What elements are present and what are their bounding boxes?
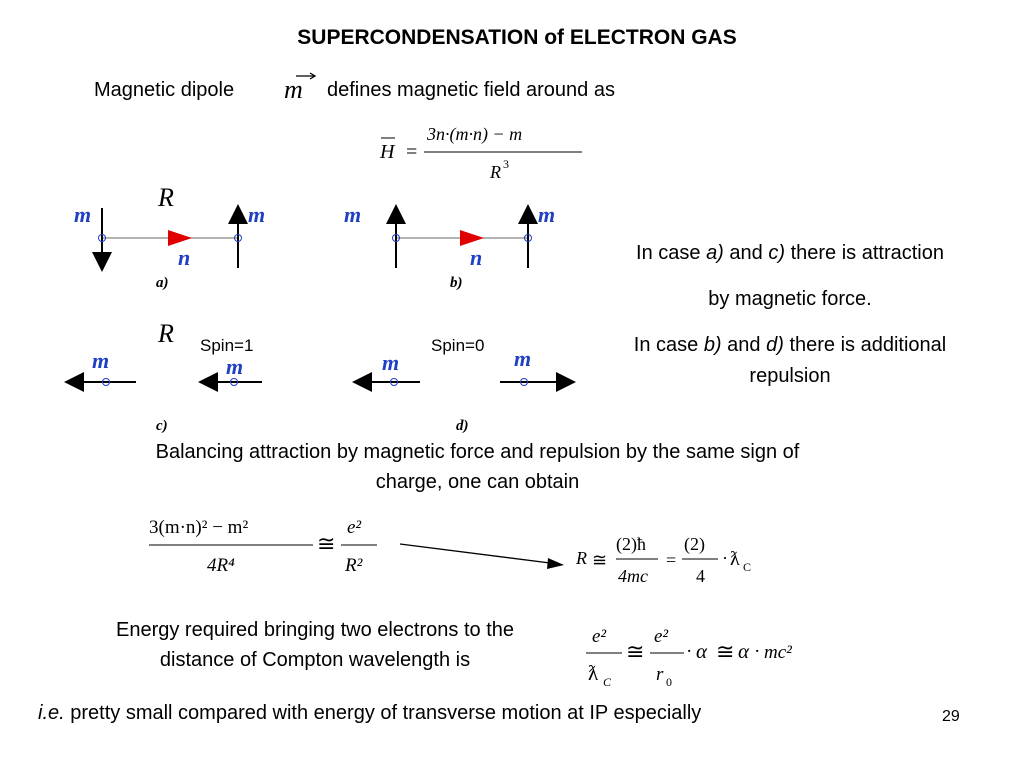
svg-text:4: 4	[696, 566, 705, 586]
case-d	[356, 346, 572, 434]
balancing-text: Balancing attraction by magnetic force and repulsion by the same sign of charge, one can obtain	[155, 441, 800, 493]
footer-text: i.e. pretty small compared with energy of transverse motion at IP especially	[38, 702, 702, 724]
page-number: 29	[942, 708, 960, 725]
svg-text:=: =	[666, 550, 677, 570]
slide-title: SUPERCONDENSATION of ELECTRON GAS	[297, 26, 737, 49]
n-label: n	[470, 245, 483, 270]
svg-text:r: r	[656, 664, 664, 685]
svg-text:C: C	[603, 675, 612, 689]
m-label: m	[226, 354, 244, 379]
intro-text-after: defines magnetic field around as	[327, 79, 615, 101]
explanation-block	[580, 241, 1000, 388]
m-label: m	[538, 202, 556, 227]
svg-text:R: R	[490, 162, 501, 182]
svg-text:H: H	[380, 141, 395, 163]
spin0-label: Spin=0	[431, 336, 485, 355]
svg-text:m: m	[284, 75, 303, 104]
svg-text:C: C	[743, 560, 752, 574]
m-label: m	[344, 202, 362, 227]
n-label: n	[178, 245, 191, 270]
m-label: m	[92, 348, 110, 373]
intro-text-before: Magnetic dipole	[94, 79, 235, 101]
svg-text:3(m·n)² − m²: 3(m·n)² − m²	[149, 517, 249, 538]
balance-formula	[145, 505, 405, 583]
case-b	[344, 202, 555, 291]
result-formula	[572, 528, 762, 592]
case-c	[68, 348, 262, 434]
m-label: m	[514, 346, 532, 371]
R-label-top: R	[158, 183, 174, 212]
svg-text:3: 3	[503, 157, 509, 171]
svg-text:≅: ≅	[317, 531, 336, 556]
explanation-line-1: In case a) and c) there is attraction	[636, 242, 944, 264]
case-label-a: a)	[156, 275, 169, 291]
m-label: m	[248, 202, 266, 227]
svg-text:≅: ≅	[626, 639, 645, 664]
svg-text:R²: R²	[345, 555, 363, 576]
svg-text:ƛ: ƛ	[730, 548, 740, 570]
explanation-line-2: by magnetic force.	[708, 288, 872, 310]
dipole-symbol	[280, 70, 322, 104]
case-a	[74, 202, 265, 291]
svg-text:α: α	[738, 639, 750, 663]
svg-text:·: ·	[722, 548, 728, 568]
svg-text:(2)ħ: (2)ħ	[616, 534, 646, 554]
svg-text:≅: ≅	[716, 639, 735, 664]
explanation-line-3: In case b) and d) there is additional	[633, 334, 947, 356]
svg-text:e²: e²	[654, 626, 669, 647]
svg-text:4mc: 4mc	[618, 566, 648, 586]
energy-formula	[582, 612, 832, 690]
svg-text:·: ·	[686, 641, 693, 662]
case-label-b: b)	[450, 275, 463, 291]
case-label-c: c)	[156, 418, 168, 434]
svg-text:e²: e²	[347, 517, 362, 538]
svg-text:3n·(m·n) − m: 3n·(m·n) − m	[427, 124, 523, 144]
case-label-d: d)	[456, 418, 469, 434]
svg-text:4R⁴: 4R⁴	[207, 555, 235, 576]
svg-text:R: R	[576, 548, 587, 568]
R-label-bottom: R	[158, 319, 174, 348]
svg-text:ƛ: ƛ	[588, 661, 599, 685]
energy-text: Energy required bringing two electrons to the distance of Compton wavelength is	[115, 619, 514, 671]
svg-text:0: 0	[666, 675, 672, 689]
m-label: m	[382, 350, 400, 375]
svg-text:=: =	[406, 141, 418, 163]
svg-text:(2): (2)	[684, 534, 705, 554]
svg-text:α: α	[696, 639, 708, 663]
connector-arrow	[398, 538, 574, 574]
dipole-diagram	[60, 180, 580, 436]
svg-text:≅: ≅	[592, 550, 608, 570]
svg-text:·: ·	[754, 641, 761, 662]
svg-text:mc²: mc²	[764, 642, 792, 663]
explanation-line-4: repulsion	[749, 365, 831, 387]
spin1-label: Spin=1	[200, 336, 254, 355]
m-label: m	[74, 202, 92, 227]
svg-text:e²: e²	[592, 626, 607, 647]
